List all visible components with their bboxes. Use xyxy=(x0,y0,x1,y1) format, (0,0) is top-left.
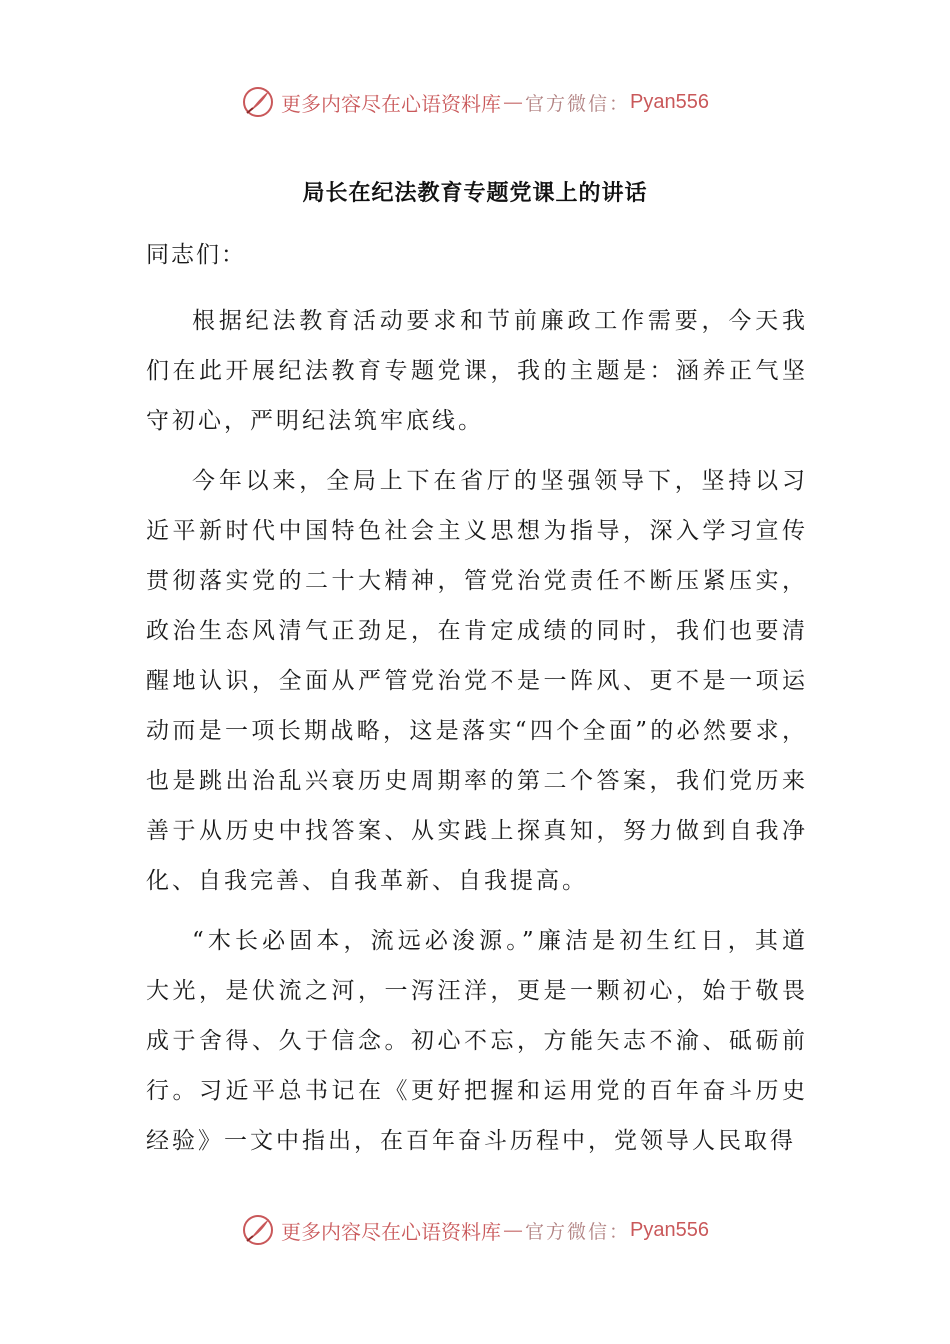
pen-feather-logo-icon xyxy=(241,1213,275,1247)
watermark-brand: 更多内容尽在心语资料库 xyxy=(281,91,501,116)
paragraph-2: 今年以来，全局上下在省厅的坚强领导下，坚持以习近平新时代中国特色社会主义思想为指导，深入学习宣传贯彻落实党的二十大精神，管党治党责任不断压紧压实，政治生态风清气正劲足，在肯定成绩的同时，我们也要清醒地认识，全面从严管党治党不是一阵风、更不是一项运动而是一项长期战略，这是落实“四个全面”的必然要求，也是跳出治乱兴衰历史周期率的第二个答案，我们党历来善于从历史中找答案、从实践上探真知，努力做到自我净化、自我完善、自我革新、自我提高。 xyxy=(146,468,808,894)
watermark-wechat-id: Pyan556 xyxy=(630,1218,709,1241)
watermark-separator: — xyxy=(503,90,523,114)
document-title: 局长在纪法教育专题党课上的讲话 xyxy=(302,181,648,206)
watermark-wechat-label: 官方微信： xyxy=(525,92,631,115)
paragraph-3: “木长必固本，流远必浚源。”廉洁是初生红日，其道大光，是伏流之河，一泻汪洋，更是一颗初心，始于敬畏成于舍得、久于信念。初心不忘，方能矢志不渝、砥砺前行。习近平总书记在《更好把握和运用党的百年奋斗历史经验》一文中指出，在百年奋斗历程中，党领导人民取得 xyxy=(146,928,808,1154)
watermark-wechat-label: 官方微信： xyxy=(525,1220,631,1243)
watermark-header xyxy=(0,82,950,122)
paragraph-1: 根据纪法教育活动要求和节前廉政工作需要，今天我们在此开展纪法教育专题党课，我的主题是：涵养正气坚守初心，严明纪法筑牢底线。 xyxy=(146,308,808,434)
watermark-wechat-id: Pyan556 xyxy=(630,90,709,113)
watermark-separator: — xyxy=(503,1218,523,1242)
pen-feather-logo-icon xyxy=(241,85,275,119)
watermark-brand: 更多内容尽在心语资料库 xyxy=(281,1219,501,1244)
watermark-footer xyxy=(0,1210,950,1250)
salutation: 同志们： xyxy=(146,242,246,268)
